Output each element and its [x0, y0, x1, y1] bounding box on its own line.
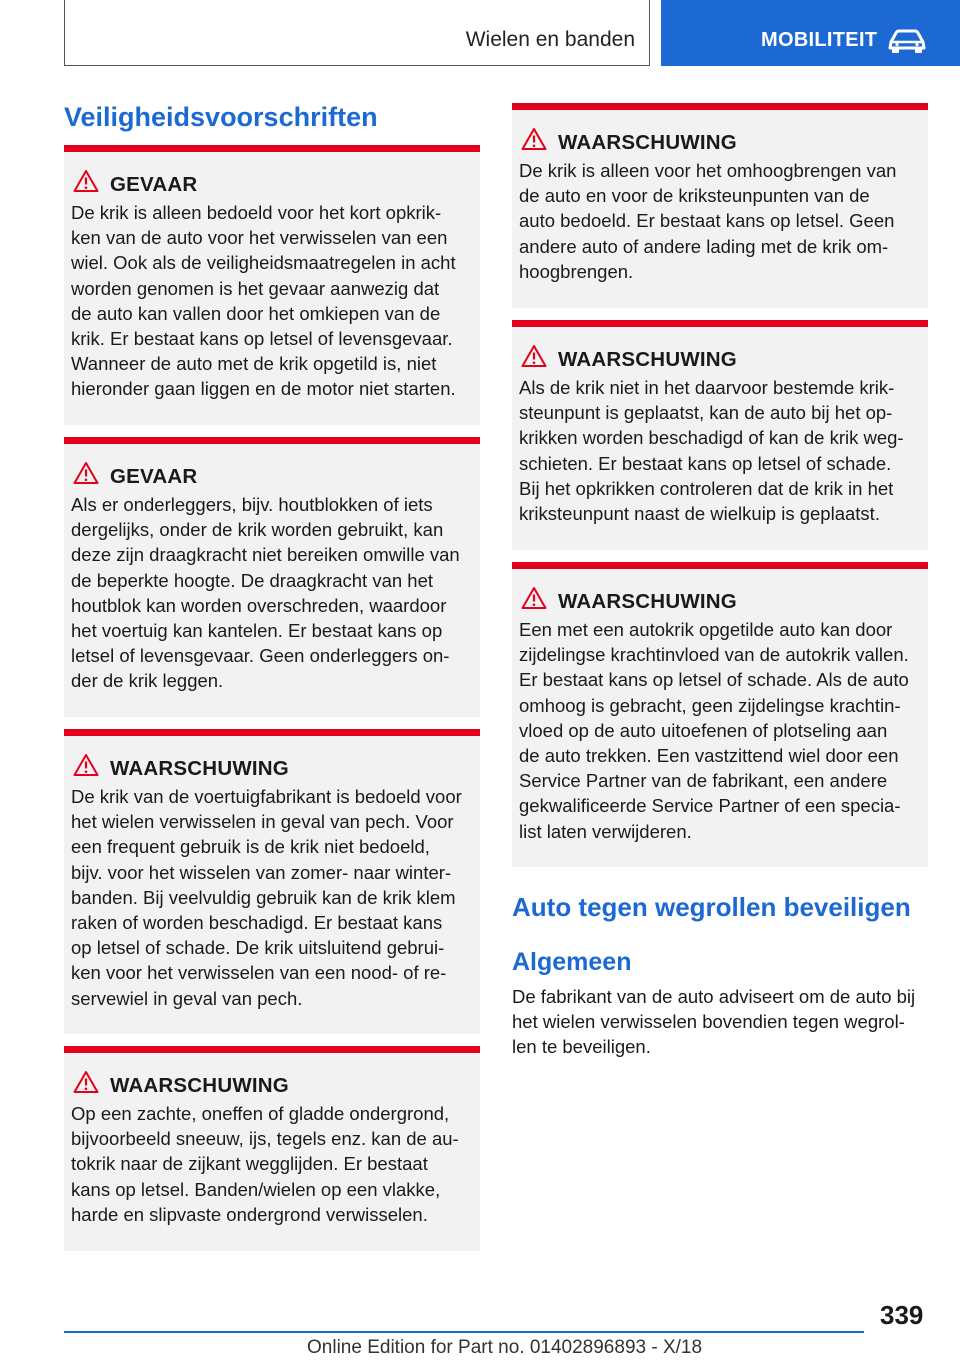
warning-triangle-icon	[73, 753, 99, 777]
car-icon	[887, 28, 927, 54]
text-line: bijvoorbeeld sneeuw, ijs, tegels enz. kan de au-	[71, 1128, 459, 1150]
warning-box	[64, 729, 480, 1034]
box-text	[71, 200, 475, 402]
text-line: harde en slipvaste ondergrond verwisselen.	[71, 1203, 428, 1225]
box-text	[519, 617, 923, 844]
text-line: hoogbrengen.	[519, 260, 634, 282]
text-line: op letsel of schade. De krik uitsluitend gebrui-	[71, 937, 445, 959]
text-line: list laten verwijderen.	[519, 820, 692, 842]
warning-triangle-icon	[521, 344, 547, 368]
warning-box	[64, 1046, 480, 1251]
warning-triangle-icon	[521, 586, 547, 610]
text-line: het voertuig kan kantelen. Er bestaat kans op	[71, 620, 443, 642]
text-line: Wanneer de auto met de krik opgetild is, niet	[71, 353, 437, 375]
box-label: GEVAAR	[110, 465, 198, 488]
text-line: vloed op de auto uitoefenen of plotseling aan	[519, 719, 888, 741]
header-section-tab	[64, 0, 650, 66]
box-text	[519, 375, 923, 526]
text-line: banden. Bij veelvuldig gebruik kan de krik klem	[71, 886, 456, 908]
text-line: dergelijks, onder de krik worden gebruikt, kan	[71, 519, 444, 541]
box-text	[519, 158, 923, 284]
section-title-wheel-chock: Auto tegen wegrollen beveiligen	[512, 892, 911, 922]
page-number: 339	[880, 1300, 924, 1330]
header-chapter-tab	[661, 0, 960, 66]
text-line: deze zijn draagkracht niet bereiken omwille van	[71, 544, 460, 566]
box-label: WAARSCHUWING	[110, 1074, 289, 1097]
text-line: Er bestaat kans op letsel of schade. Als de auto	[519, 669, 909, 691]
text-line: De krik is alleen voor het omhoogbrengen van	[519, 160, 897, 181]
text-line: kriksteunpunt naast de wielkuip is geplaatst.	[519, 503, 880, 525]
text-line: De fabrikant van de auto adviseert om de auto bij	[512, 986, 916, 1007]
warning-box	[512, 320, 928, 550]
text-line: der de krik leggen.	[71, 670, 224, 692]
danger-box	[64, 437, 480, 717]
warning-triangle-icon	[73, 169, 99, 193]
header-chapter-label: MOBILITEIT	[761, 29, 878, 51]
text-line: Als de krik niet in het daarvoor bestemde krik-	[519, 377, 895, 398]
text-line: ken voor het verwisselen van een nood- of re-	[71, 962, 447, 984]
text-line: hieronder gaan liggen en de motor niet starten.	[71, 378, 456, 400]
text-line: De krik is alleen bedoeld voor het kort opkrik-	[71, 202, 442, 223]
text-line: tokrik naar de zijkant wegglijden. Er bestaat	[71, 1153, 428, 1175]
text-line: bijv. voor het wisselen van zomer- naar winter-	[71, 861, 452, 883]
text-line: servewiel in geval van pech.	[71, 987, 303, 1009]
text-line: len te beveiligen.	[512, 1036, 651, 1058]
text-line: ken van de auto voor het verwisselen van een	[71, 227, 448, 249]
box-text	[71, 1101, 475, 1227]
text-line: wiel. Ook als de veiligheidsmaatregelen in acht	[71, 252, 456, 274]
text-line: de beperkte hoogte. De draagkracht van het	[71, 569, 434, 591]
text-line: raken of worden beschadigd. Er bestaat kans	[71, 912, 443, 934]
box-label: GEVAAR	[110, 173, 198, 196]
footer-edition: Online Edition for Part no. 01402896893 - X/18	[307, 1337, 703, 1358]
box-text	[71, 784, 475, 1011]
text-line: gekwalificeerde Service Partner of een specia-	[519, 795, 901, 817]
text-line: worden genomen is het gevaar aanwezig dat	[71, 277, 440, 299]
text-line: het wielen verwisselen bovendien tegen wegrol-	[512, 1011, 905, 1033]
text-line: letsel of levensgevaar. Geen onderleggers on-	[71, 645, 450, 667]
text-line: auto bedoeld. Er bestaat kans op letsel. Geen	[519, 210, 895, 232]
text-line: het wielen verwisselen in geval van pech. Voor	[71, 811, 454, 833]
text-line: De krik van de voertuigfabrikant is bedoeld voor	[71, 786, 462, 807]
warning-box	[512, 562, 928, 867]
text-line: de auto trekken. Een vastzittend wiel door een	[519, 745, 899, 767]
text-line: Als er onderleggers, bijv. houtblokken of iets	[71, 494, 433, 515]
header-section-label: Wielen en banden	[465, 28, 635, 51]
text-line: andere auto of andere lading met de krik om-	[519, 235, 889, 257]
box-label: WAARSCHUWING	[558, 348, 737, 371]
box-label: WAARSCHUWING	[558, 590, 737, 613]
subsection-title-general: Algemeen	[512, 948, 632, 976]
text-line: Bij het opkrikken controleren dat de krik in het	[519, 477, 894, 499]
footer-rule	[64, 1331, 864, 1333]
text-line: houtblok kan worden overschreden, waardoor	[71, 594, 447, 616]
text-line: omhoog is gebracht, geen zijdelingse krachtin-	[519, 694, 901, 716]
box-label: WAARSCHUWING	[110, 757, 289, 780]
text-line: Service Partner van de fabrikant, een andere	[519, 770, 888, 792]
text-line: de auto en voor de kriksteunpunten van de	[519, 185, 870, 207]
text-line: kans op letsel. Banden/wielen op een vlakke,	[71, 1178, 441, 1200]
box-text	[71, 492, 475, 694]
danger-box	[64, 145, 480, 425]
text-line: steunpunt is geplaatst, kan de auto bij het op-	[519, 402, 893, 424]
text-line: Een met een autokrik opgetilde auto kan door	[519, 619, 893, 640]
text-line: krikken worden beschadigd of kan de krik weg-	[519, 427, 904, 449]
warning-triangle-icon	[73, 1070, 99, 1094]
text-line: een frequent gebruik is de krik niet bedoeld,	[71, 836, 430, 858]
warning-triangle-icon	[521, 127, 547, 151]
warning-box	[512, 103, 928, 308]
section-title-safety: Veiligheidsvoorschriften	[64, 102, 378, 132]
text-line: schieten. Er bestaat kans op letsel of schade.	[519, 452, 892, 474]
general-paragraph	[512, 984, 928, 1060]
text-line: zijdelingse krachtinvloed van de autokrik vallen.	[519, 644, 909, 666]
warning-triangle-icon	[73, 461, 99, 485]
text-line: Op een zachte, oneffen of gladde ondergrond,	[71, 1103, 450, 1124]
text-line: krik. Er bestaat kans op letsel of levensgevaar.	[71, 328, 453, 350]
box-label: WAARSCHUWING	[558, 131, 737, 154]
text-line: de auto kan vallen door het omkiepen van de	[71, 302, 441, 324]
